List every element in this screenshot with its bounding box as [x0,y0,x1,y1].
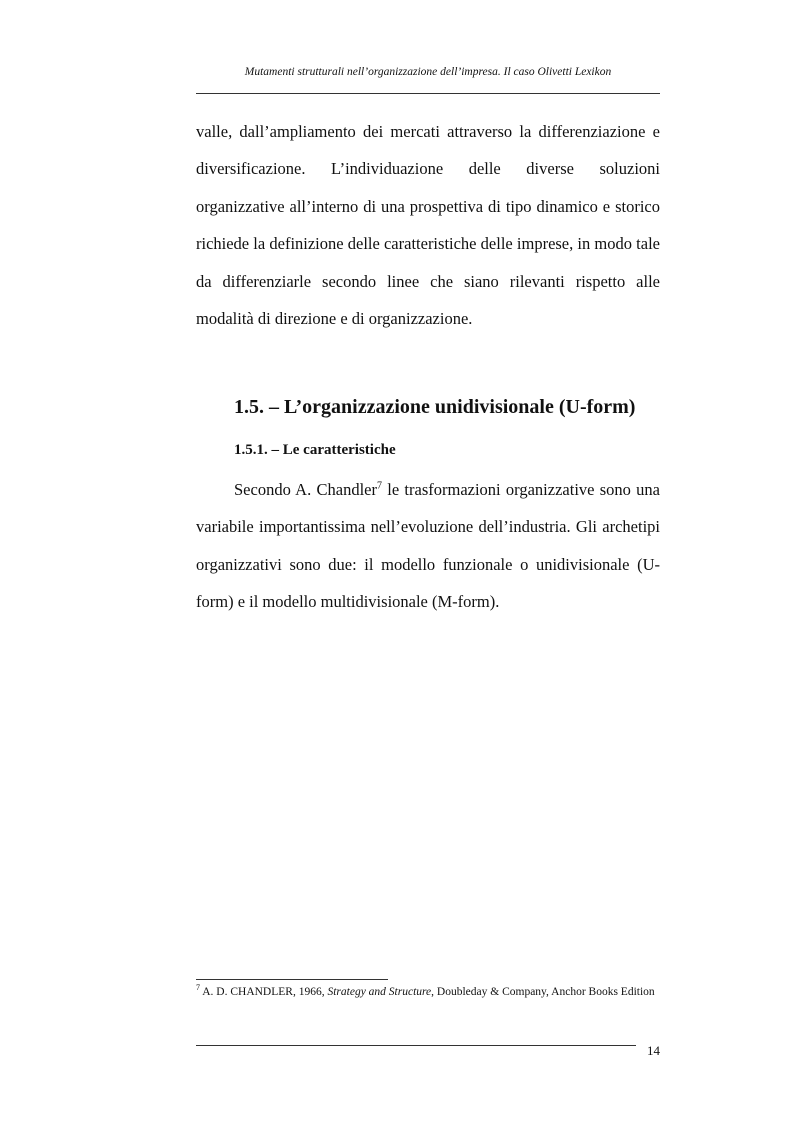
page-number: 14 [647,1043,660,1058]
running-header: Mutamenti strutturali nell’organizzazione dell’impresa. Il caso Olivetti Lexikon [244,66,612,78]
footnote-title: Strategy and Structure [327,986,432,998]
paragraph-2-start: Secondo A. Chandler [234,480,377,499]
subsection-heading: 1.5.1. – Le caratteristiche [234,442,396,458]
paragraph-2-rest: le trasformazioni organizzative sono una variabile importantissima nell’evoluzione dell’industria. Gli archetipi organizzativi sono due: il modello funzionale o unidivisionale (U-form) e il modello multidivisionale (M-form). [196,480,661,612]
footnote-reference[interactable]: 7 [376,480,382,492]
footnote-divider [196,979,388,980]
footnote-publisher: , Doubleday & Company, Anchor Books Edition [431,986,655,998]
footnote-author: A. D. CHANDLER, 1966, [200,986,328,998]
header-divider [196,93,660,94]
footnote-number: 7 [196,983,200,993]
footnote [196,985,660,999]
section-heading: 1.5. – L’organizzazione unidivisionale (U-form) [234,396,636,418]
body-paragraph-1: valle, dall’ampliamento dei mercati attraverso la differenziazione e diversificazione. L’individuazione delle diverse soluzioni organizzative all’interno di una prospettiva di tipo dinamico e storico richiede la definizione delle caratteristiche delle imprese, in modo tale da differenziarle secondo linee che siano rilevanti rispetto alle modalità di direzione e di organizzazione. [196,122,660,329]
footer-divider [196,1045,636,1046]
body-paragraph-2 [196,471,660,621]
